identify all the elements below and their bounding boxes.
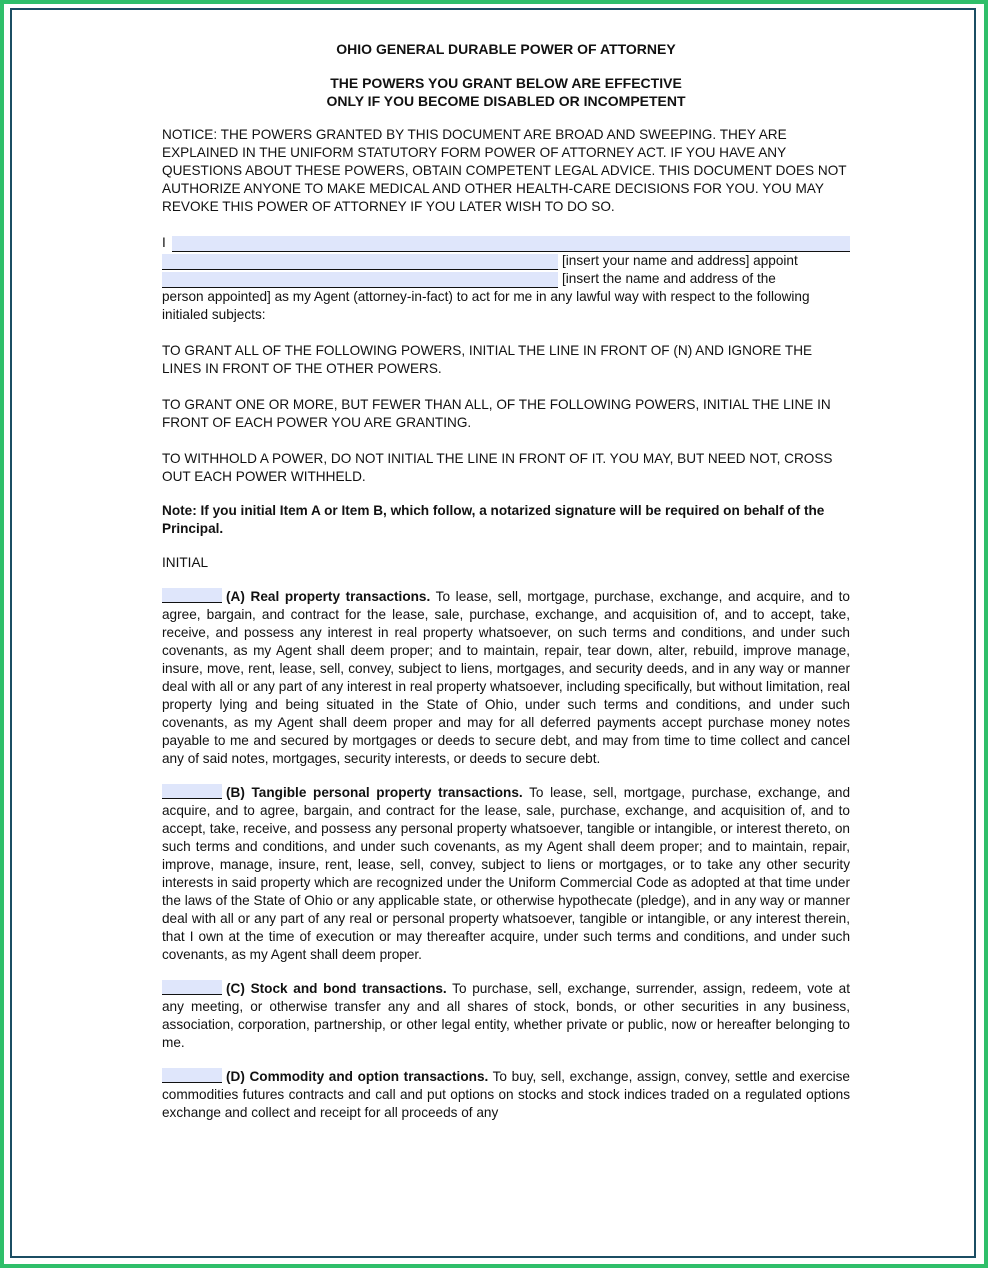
- power-item-c: [162, 980, 850, 1052]
- principal-suffix: [insert your name and address] appoint: [562, 253, 798, 268]
- initial-field-c[interactable]: [162, 980, 222, 995]
- principal-prefix: I: [162, 235, 166, 250]
- document-subtitle: [162, 74, 850, 110]
- power-body-d: To buy, sell, exchange, assign, convey, settle and exercise commodities futures contracts and call and put options on stocks and stock indices traded on a regulated options exchange and collect and receipt for all proceeds of any: [162, 1069, 850, 1120]
- power-body-b: To lease, sell, mortgage, purchase, exchange, and acquire, and to agree, bargain, and contract for the lease, sale, purchase, exchange, and acquisition of, and to accept, take, receive, and possess any personal property whatsoever, tangible or intangible, or interest thereto, on such terms and conditions, and under such covenants, as my Agent shall deem proper; and to maintain, repair, improve, manage, insure, rent, lease, sell, convey, subject to liens or mortgages, or to take any other security interests in said property which are recognized under the Uniform Commercial Code as adopted at that time under the laws of the State of Ohio or any applicable state, or otherwise hypothecate (pledge), and in any way or manner deal with all or any part of any real or personal property whatsoever, tangible or intangible, or any interest therein, that I own at the time of execution or may thereafter acquire, under such terms and conditions, and under such covenants, as my Agent shall deem proper.: [162, 785, 851, 962]
- document-page: [162, 40, 850, 1122]
- notice-paragraph: NOTICE: THE POWERS GRANTED BY THIS DOCUMENT ARE BROAD AND SWEEPING. THEY ARE EXPLAINED IN THE UNIFORM STATUTORY FORM POWER OF ATTORNEY ACT. IF YOU HAVE ANY QUESTIONS ABOUT THESE POWERS, OBTAIN COMPETENT LEGAL ADVICE. THIS DOCUMENT DOES NOT AUTHORIZE ANYONE TO MAKE MEDICAL AND OTHER HEALTH-CARE DECISIONS FOR YOU. YOU MAY REVOKE THIS POWER OF ATTORNEY IF YOU LATER WISH TO DO SO.: [162, 127, 847, 214]
- power-heading-a: (A) Real property transactions.: [226, 589, 431, 604]
- document-title: OHIO GENERAL DURABLE POWER OF ATTORNEY: [336, 41, 676, 57]
- notarization-note: Note: If you initial Item A or Item B, which follow, a notarized signature will be required on behalf of the Principal.: [162, 503, 825, 536]
- subtitle-line-1: THE POWERS YOU GRANT BELOW ARE EFFECTIVE: [330, 75, 682, 91]
- power-heading-c: (C) Stock and bond transactions.: [226, 981, 447, 996]
- initial-field-d[interactable]: [162, 1068, 222, 1083]
- initial-field-b[interactable]: [162, 784, 222, 799]
- principal-row-2: [162, 252, 850, 270]
- subtitle-line-2: ONLY IF YOU BECOME DISABLED OR INCOMPETENT: [326, 93, 686, 109]
- power-item-a: [162, 588, 850, 768]
- initial-field-a[interactable]: [162, 588, 222, 603]
- agent-row: [162, 270, 850, 288]
- agent-suffix: [insert the name and address of the: [562, 271, 776, 286]
- agent-continuation: person appointed] as my Agent (attorney-in-fact) to act for me in any lawful way with respect to the following initialed subjects:: [162, 289, 810, 322]
- appointment-block: [162, 234, 850, 324]
- instruction-grant-some: TO GRANT ONE OR MORE, BUT FEWER THAN ALL, OF THE FOLLOWING POWERS, INITIAL THE LINE IN FRONT OF EACH POWER YOU ARE GRANTING.: [162, 397, 831, 430]
- principal-address-field[interactable]: [162, 254, 558, 270]
- power-heading-b: (B) Tangible personal property transactions.: [226, 785, 523, 800]
- document-viewport: [10, 8, 976, 1258]
- power-item-d: [162, 1068, 850, 1122]
- power-body-a: To lease, sell, mortgage, purchase, exchange, and acquire, and to agree, bargain, and contract for the lease, sale, purchase, exchange, and acquisition of, and to accept, take, receive, and possess any interest in real property whatsoever, on such terms and conditions, and under such covenants, as my Agent shall deem proper; and to maintain, repair, tear down, alter, rebuild, improve manage, insure, move, rent, lease, sell, convey, subject to liens, mortgages, and security deeds, and in any way or manner deal with all or any part of any interest in real property whatsoever, including specifically, but without limitation, real property lying and being situated in the State of Ohio, under such terms and conditions, and under such covenants, as my Agent shall deem proper and may for all deferred payments accept purchase money notes payable to me and secured by mortgages or deeds to secure debt, and may from time to time collect and cancel any of said notes, mortgages, security interests, or deeds to secure debt.: [162, 589, 850, 766]
- power-body-c: To purchase, sell, exchange, surrender, assign, redeem, vote at any meeting, or otherwise transfer any and all shares of stock, bonds, or other securities in any business, association, corporation, partnership, or other legal entity, whether private or public, now or hereafter belonging to me.: [162, 981, 850, 1050]
- power-heading-d: (D) Commodity and option transactions.: [226, 1069, 489, 1084]
- initial-label: INITIAL: [162, 555, 209, 570]
- principal-row-1: [162, 234, 850, 252]
- instruction-withhold: TO WITHHOLD A POWER, DO NOT INITIAL THE LINE IN FRONT OF IT. YOU MAY, BUT NEED NOT, CROSS OUT EACH POWER WITHHELD.: [162, 451, 833, 484]
- principal-name-field[interactable]: [172, 236, 850, 252]
- instruction-grant-all: TO GRANT ALL OF THE FOLLOWING POWERS, INITIAL THE LINE IN FRONT OF (N) AND IGNORE THE LINES IN FRONT OF THE OTHER POWERS.: [162, 343, 813, 376]
- agent-name-field[interactable]: [162, 272, 558, 288]
- power-item-b: [162, 784, 850, 964]
